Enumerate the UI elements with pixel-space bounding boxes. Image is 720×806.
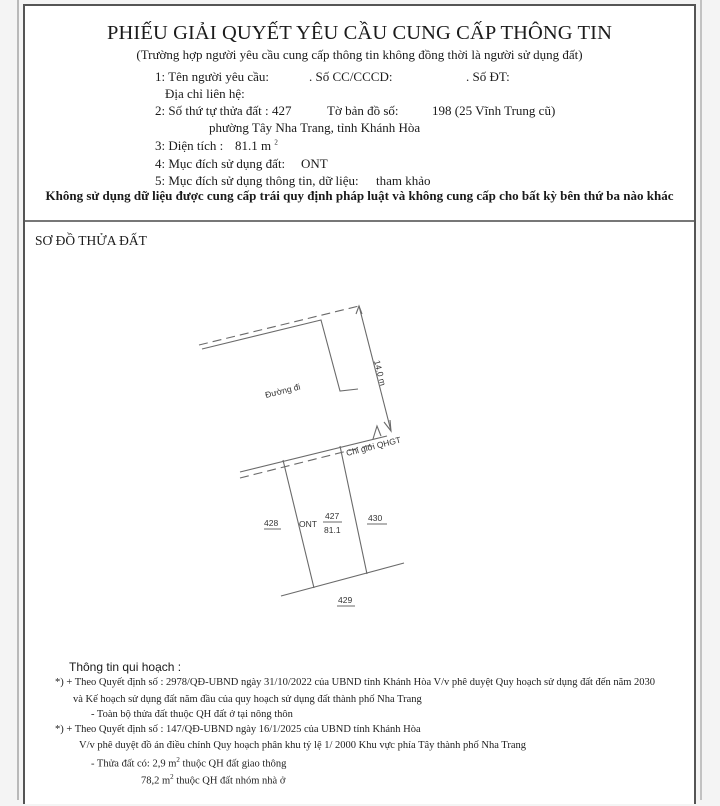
planning-entry-2-line-3 — [91, 756, 286, 770]
boundary-label: Chỉ giới QHGT — [345, 434, 402, 458]
planning-entry-2-line-2: V/v phê duyệt đồ án điều chỉnh Quy hoạch phân khu tỷ lệ 1/ 2000 Khu vực phía Tây thành phố Nha Trang — [79, 740, 527, 751]
page-edge-right — [700, 0, 702, 800]
planning-entry-1-line-2: và Kế hoạch sử dụng đất năm đầu của quy hoạch sử dụng đất thành phố Nha Trang — [73, 694, 422, 705]
parcel-bottom-edge — [281, 563, 404, 596]
neighbor-429: 429 — [338, 595, 353, 605]
planning-entry-2-line-1: *) + Theo Quyết định số : 147/QĐ-UBND ngày 16/1/2025 của UBND tỉnh Khánh Hòa — [55, 724, 421, 735]
map-title: SƠ ĐỒ THỬA ĐẤT — [35, 233, 147, 248]
map-sheet-label: Tờ bản đồ số: — [327, 103, 399, 118]
address-label: Địa chỉ liên hệ: — [165, 86, 245, 101]
traffic-area-sup: 2 — [176, 756, 180, 764]
ward: phường Tây Nha Trang, tỉnh Khánh Hòa — [209, 120, 421, 135]
residential-area-desc: thuộc QH đất nhóm nhà ở — [173, 775, 286, 787]
info-purpose: tham khảo — [376, 173, 431, 188]
document-title: PHIẾU GIẢI QUYẾT YÊU CẦU CUNG CẤP THÔNG TIN — [106, 22, 613, 44]
dimension-label: 14.0 m — [372, 359, 389, 387]
id-label: . Số CC/CCCD: — [309, 69, 393, 84]
parcel-no: 427 — [272, 103, 292, 118]
usage-warning: Không sử dụng dữ liệu được cung cấp trái quy định pháp luật và không cung cấp cho bất kỳ bên thứ ba nào khác — [45, 188, 674, 203]
area-label: 3: Diện tích : — [155, 138, 224, 153]
planning-entry-2-line-4 — [141, 773, 285, 787]
map-sheet: 198 (25 Vĩnh Trung cũ) — [432, 103, 556, 118]
neighbor-430: 430 — [368, 513, 383, 523]
document-sheet — [23, 4, 696, 804]
boundary-tick — [373, 426, 381, 439]
parcel-number: 427 — [325, 511, 340, 521]
residential-area-sup: 2 — [170, 773, 174, 781]
residential-area: 78,2 m — [141, 775, 171, 787]
page-edge-left — [17, 0, 19, 800]
planning-entry-1-line-1: *) + Theo Quyết định số : 2978/QĐ-UBND ngày 31/10/2022 của UBND tỉnh Khánh Hòa V/v phê duyệt Quy hoạch sử dụng đất đến năm 2030 — [55, 677, 656, 688]
planning-entry-1-line-3: - Toàn bộ thửa đất thuộc QH đất ở tại nông thôn — [91, 709, 293, 720]
parcel-land-use: ONT — [299, 519, 317, 529]
land-use: ONT — [301, 156, 328, 171]
area-number: 81.1 m — [235, 138, 272, 153]
road-edge-dashed — [199, 306, 359, 345]
phone-label: . Số ĐT: — [466, 69, 510, 84]
traffic-area: - Thửa đất có: 2,9 m — [91, 758, 177, 770]
info-purpose-label: 5: Mục đích sử dụng thông tin, dữ liệu: — [155, 173, 359, 188]
dimension-arrow-top — [356, 306, 362, 314]
boundary-line-solid — [240, 436, 387, 472]
parcel-area: 81.1 — [324, 525, 341, 535]
neighbor-428: 428 — [264, 518, 279, 528]
road-edge-solid — [202, 320, 358, 391]
planning-heading: Thông tin qui hoạch : — [69, 660, 182, 674]
requester-label: 1: Tên người yêu cầu: — [155, 69, 270, 84]
traffic-area-desc: thuộc QH đất giao thông — [179, 758, 287, 770]
document-subtitle: (Trường hợp người yêu cầu cung cấp thông tin không đồng thời là người sử dụng đất) — [136, 47, 583, 62]
land-use-label: 4: Mục đích sử dụng đất: — [155, 156, 286, 171]
parcel-right-edge — [340, 446, 367, 574]
dimension-arrow-bottom — [384, 420, 391, 431]
area-unit-sup: 2 — [274, 138, 278, 147]
parcel-no-label: 2: Số thứ tự thửa đất : — [155, 103, 269, 118]
road-label: Đường đi — [264, 381, 302, 400]
